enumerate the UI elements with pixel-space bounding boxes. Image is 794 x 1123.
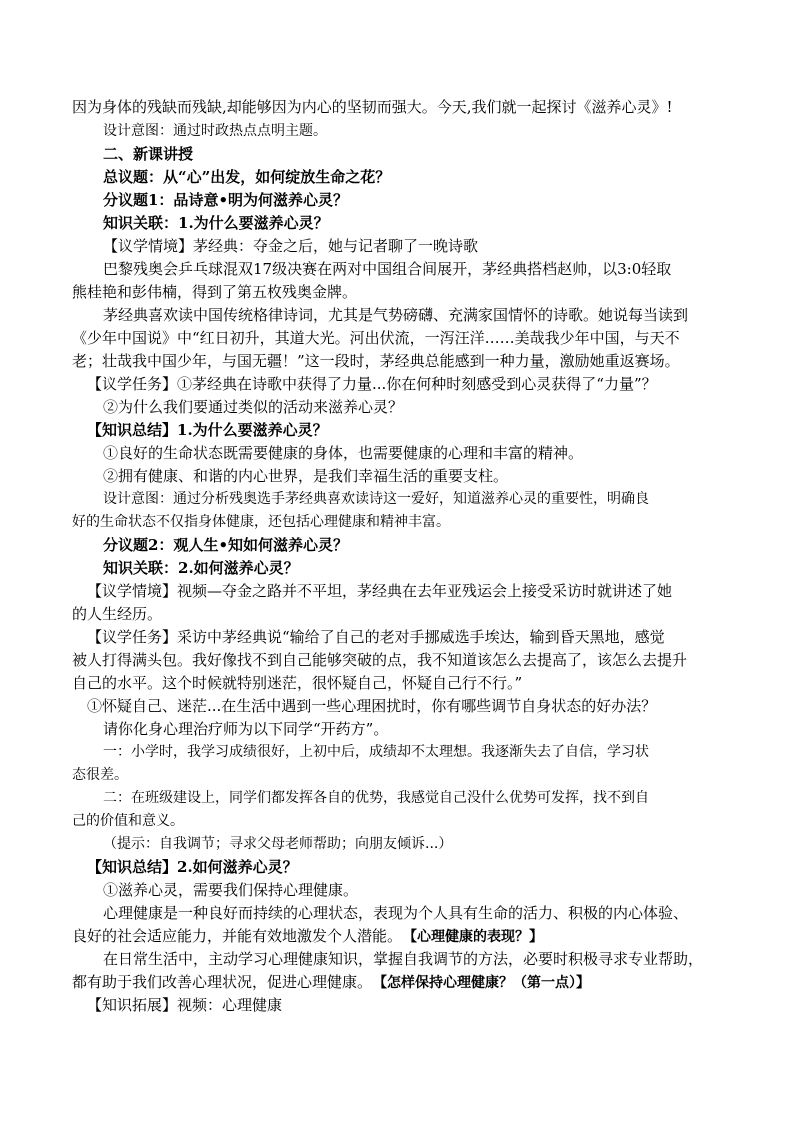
text-span: 良好的社会适应能力，并能有效地激发个人潜能。 [72,927,403,945]
subtopic-2: 分议题2：观人生•知如何滋养心灵？ [103,536,349,554]
knowledge-link-1: 知识关联：1.为什么要滋养心灵？ [103,214,329,232]
summary-2: 【知识总结】2.如何滋养心灵？ [87,858,298,876]
text-line: 在日常生活中，主动学习心理健康知识，掌握自我调节的方法，必要时积极寻求专业帮助， [103,950,704,968]
task-1: 【议学任务】①茅经典在诗歌中获得了力量...你在何种时刻感受到心灵获得了“力量”？ [87,375,657,393]
annotation: 【怎样保持心理健康？（第一点）】 [380,975,591,991]
knowledge-link-2: 知识关联：2.如何滋养心灵？ [103,559,299,577]
subtopic-1: 分议题1：品诗意•明为何滋养心灵？ [103,191,349,209]
text-line [72,925,543,948]
scenario-1: 【议学情境】茅经典：夺金之后，她与记者聊了一晚诗歌 [103,237,479,255]
text-line [72,971,590,994]
text-span: 都有助于我们改善心理状况，促进心理健康。 [72,973,373,991]
case-1: 一：小学时，我学习成绩很好，上初中后，成绩却不太理想。我逐渐失去了自信，学习状 [103,744,649,760]
text-line: 熊桂艳和彭伟楠，得到了第五枚残奥金牌。 [72,283,358,301]
scenario-2: 【议学情境】视频—夺金之路并不平坦，茅经典在去年亚残运会上接受采访时就讲述了她 [87,582,673,600]
case-2: 二：在班级建设上，同学们都发挥各自的优势，我感觉自己没什么优势可发挥，找不到自 [103,790,649,806]
annotation: 【心理健康的表现？】 [410,929,544,945]
text-line: 被人打得满头包。我好像找不到自己能够突破的点，我不知道该怎么去提高了，该怎么去提升 [72,651,688,669]
text-line: ①良好的生命状态既需要健康的身体，也需要健康的心理和丰富的精神。 [103,444,584,462]
hint: （提示：自我调节；寻求父母老师帮助；向朋友倾诉...） [103,836,453,852]
text-line: 因为身体的残缺而残缺,却能够因为内心的坚韧而强大。今天,我们就一起探讨《滋养心灵》! [72,98,673,116]
case-2-cont: 己的价值和意义。 [72,813,184,829]
text-line: 茅经典喜欢读中国传统格律诗词，尤其是气势磅礴、充满家国情怀的诗歌。她说每当读到 [103,306,689,324]
text-line: ②为什么我们要通过类似的活动来滋养心灵？ [103,398,404,416]
text-line: 请你化身心理治疗师为以下同学“开药方”。 [103,720,389,738]
text-line: 巴黎残奥会乒乓球混双17级决赛在两对中国组合间展开，茅经典搭档赵帅，以3:0轻取 [103,260,672,278]
text-line: ①怀疑自己、迷茫...在生活中遇到一些心理困扰时，你有哪些调节自身状态的好办法？ [87,697,657,715]
text-line: 自己的水平。这个时候就特别迷茫，很怀疑自己，怀疑自己行不行。” [72,674,523,692]
task-2: 【议学任务】采访中茅经典说“输给了自己的老对手挪威选手埃达，输到昏天黑地，感觉 [87,628,665,646]
text-line: 心理健康是一种良好而持续的心理状态，表现为个人具有生命的活力、积极的内心体验、 [103,904,689,922]
design-intent-line: 设计意图：通过分析残奥选手茅经典喜欢读诗这一爱好，知道滋养心灵的重要性，明确良 [103,491,649,507]
design-intent-line: 好的生命状态不仅指身体健康，还包括心理健康和精神丰富。 [72,514,450,530]
summary-1: 【知识总结】1.为什么要滋养心灵？ [87,421,328,439]
text-line: ②拥有健康、和谐的内心世界，是我们幸福生活的重要支柱。 [103,467,509,485]
main-topic: 总议题：从“心”出发，如何绽放生命之花？ [103,168,391,186]
section-heading: 二、新课讲授 [103,145,194,163]
text-line: 《少年中国说》中“红日初升，其道大光。河出伏流，一泻汪洋……美哉我少年中国，与天不 [72,329,680,347]
text-line: 老；壮哉我中国少年，与国无疆！”这一段时，茅经典总能感到一种力量，激励她重返赛场。 [72,352,680,370]
knowledge-extension: 【知识拓展】视频：心理健康 [87,996,283,1014]
text-line: 的人生经历。 [72,605,163,623]
case-1-cont: 态很差。 [72,767,128,783]
text-line: ①滋养心灵，需要我们保持心理健康。 [103,881,359,899]
design-intent-line: 设计意图：通过时政热点点明主题。 [103,123,327,139]
